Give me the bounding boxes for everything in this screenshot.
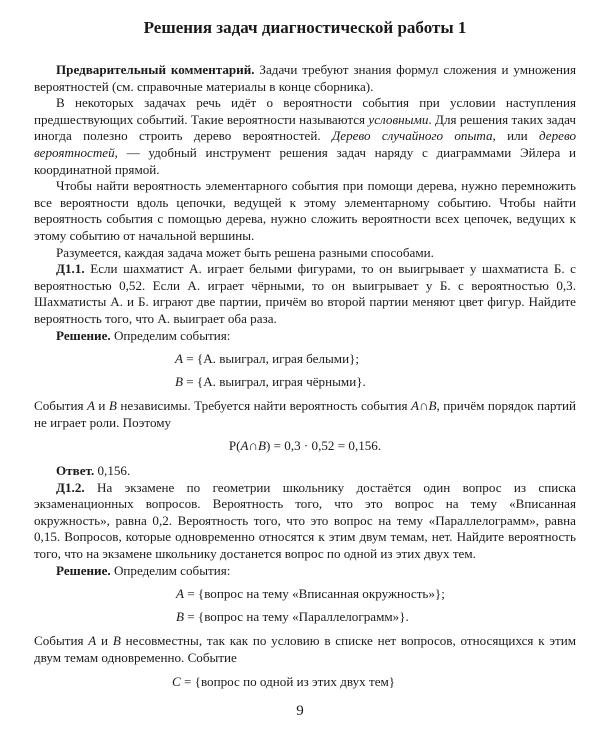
event-a-definition: A = {вопрос на тему «Вписанная окружность»}; <box>176 586 445 602</box>
intro-paragraph-2: В некоторых задачах речь идёт о вероятности события при условии наступления предшествующих событий. Такие вероятности называются условными. Для решения таких задач иногда полезно строить дерево вероятностей. Дерево случайного опыта, или дерево вероятностей, — удобный инструмент решения задач наряду с диаграммами Эйлера и координатной прямой. <box>34 95 576 177</box>
event-c-formula <box>34 674 576 691</box>
answer-label: Ответ. <box>56 463 95 479</box>
event-b-definition: B = {вопрос на тему «Параллелограмм»}. <box>176 608 409 624</box>
intro-paragraph-1: Предварительный комментарий. Задачи требуют знания формул сложения и умножения вероятностей (см. справочные материалы в конце сборника). <box>34 62 576 94</box>
events-d1-1 <box>34 351 576 390</box>
probability-formula: P(A∩B) = 0,3 · 0,52 = 0,156. <box>228 438 382 454</box>
intro-paragraph-3: Чтобы найти вероятность элементарного события при помощи дерева, нужно перемножить все вероятности вдоль цепочки, ведущей к этому элементарному событию. Чтобы найти вероятность события с помощью дерева, нужно сложить вероятности всех цепочек, ведущих к этому событию от начальной вершины. <box>34 178 576 243</box>
solution-label: Решение. <box>56 562 111 578</box>
page-number: 9 <box>296 703 304 719</box>
term-probability-tree: дерево вероятностей <box>34 128 576 160</box>
problem-label: Д1.1. <box>56 261 85 277</box>
page-title: Решения задач диагностической работы 1 <box>143 18 467 37</box>
answer-value: 0,156. <box>94 463 131 479</box>
solution-label: Решение. <box>56 327 111 343</box>
problem-d1-2: Д1.2. На экзамене по геометрии школьнику достаётся один вопрос из списка экзаменационных вопросов. Вероятность того, что это вопрос на тему «Вписанная окружность», равна 0,2. Вероятность того, что это вопрос на тему «Параллелограмм», равна 0,15. Вопросов, которые одновременно относятся к этим двум темам, нет. Найдите вероятность того, что на экзамене школьнику достанется вопрос по одной из этих двух тем. <box>34 479 576 562</box>
intro-lead: Предварительный комментарий. <box>56 62 255 77</box>
intro-paragraph-4: Разумеется, каждая задача может быть решена разными способами. <box>56 244 434 260</box>
event-b-definition: B = {А. выиграл, играя чёрными}. <box>175 373 366 389</box>
term-experiment-tree: Дерево случайного опыта <box>331 128 493 144</box>
events-d1-2 <box>34 586 576 625</box>
answer-d1-1 <box>34 463 576 480</box>
event-c-definition: C = {вопрос по одной из этих двух тем} <box>172 673 396 689</box>
term-conditional: условными <box>368 111 429 127</box>
problem-d1-1: Д1.1. Если шахматист А. играет белыми фигурами, то он выигрывает у шахматиста Б. с вероятностью 0,52. Если А. играет чёрными, то он выигрывает у Б. с вероятностью 0,3. Шахматисты А. и Б. играют две партии, причём во второй партии меняют цвет фигур. Найдите вероятность того, что А. выиграет оба раза. <box>34 261 576 326</box>
problem-label: Д1.2. <box>56 479 85 495</box>
d1-2-incompatibility-text: События A и B несовместны, так как по условию в списке нет вопросов, относящихся к этим двум темам одновременно. Событие <box>34 633 576 665</box>
solution-d1-2-intro: Решение. Определим события: <box>56 562 231 578</box>
d1-1-independence-text: События A и B независимы. Требуется найти вероятность события A∩B, причём порядок партий не играет роли. Поэтому <box>34 398 577 430</box>
event-a-definition: A = {А. выиграл, играя белыми}; <box>175 351 360 367</box>
solution-d1-1-intro: Решение. Определим события: <box>56 327 231 343</box>
